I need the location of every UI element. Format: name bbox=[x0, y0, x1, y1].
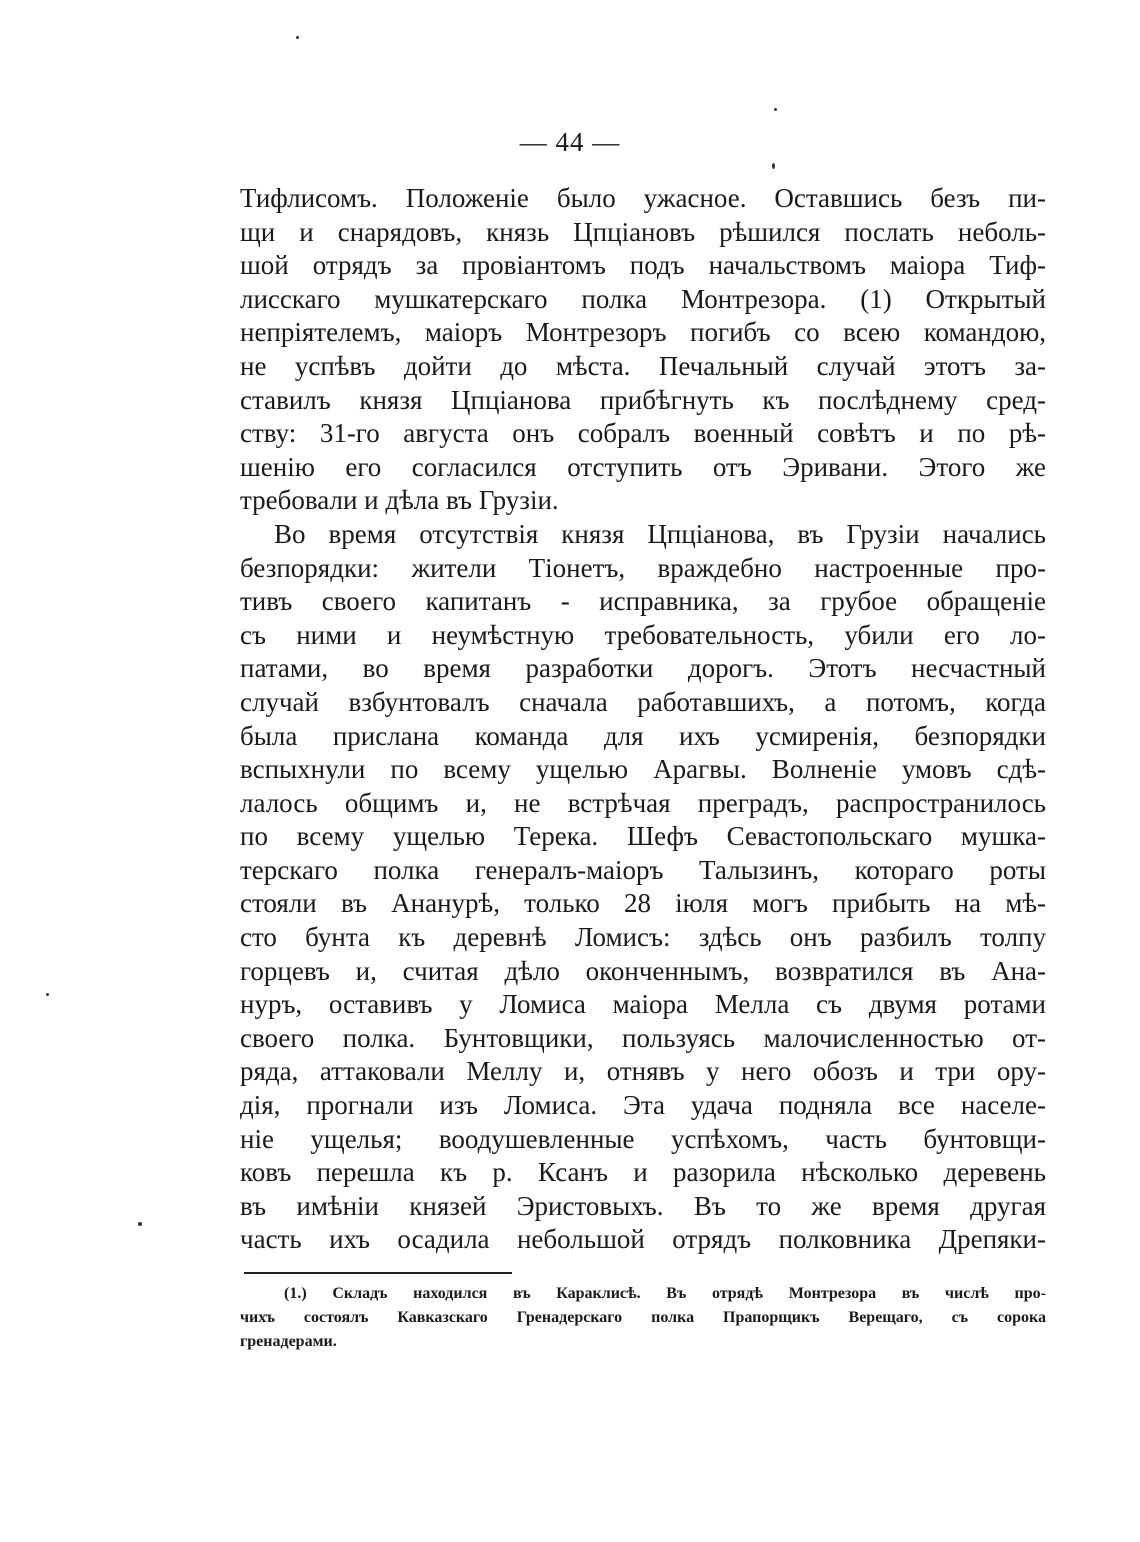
text-line: ству: 31-го августа онъ собралъ военный совѣтъ и по рѣ- bbox=[240, 418, 1046, 449]
text-line: шенію его согласился отступить отъ Эривани. Этого же bbox=[240, 451, 1046, 482]
footnote bbox=[240, 1282, 1046, 1354]
text-line: патами, во время разработки дорогъ. Этотъ несчастный bbox=[240, 653, 1046, 684]
text-line: дія, прогнали изъ Ломиса. Эта удача подняла все населе- bbox=[240, 1090, 1046, 1121]
text-line: вспыхнули по всему ущелью Арагвы. Волненіе умовъ сдѣ- bbox=[240, 754, 1046, 785]
paragraph-1 bbox=[240, 182, 1046, 518]
text-line: по всему ущелью Терека. Шефъ Севастопольскаго мушка- bbox=[240, 821, 1046, 852]
text-line: случай взбунтовалъ сначала работавшихъ, а потомъ, когда bbox=[240, 686, 1046, 717]
footnote-line: гренадерами. bbox=[240, 1333, 337, 1350]
text-line: не успѣвъ дойти до мѣста. Печальный случай этотъ за- bbox=[240, 350, 1046, 381]
text-line: ряда, аттаковали Меллу и, отнявъ у него обозъ и три ору- bbox=[240, 1056, 1046, 1087]
print-speck bbox=[46, 993, 49, 996]
text-line: лисскаго мушкатерскаго полка Монтрезора. (1) Открытый bbox=[240, 283, 1046, 314]
footnote-divider bbox=[244, 1272, 512, 1274]
text-line: съ ними и неумѣстную требовательность, убили его ло- bbox=[240, 619, 1046, 650]
page-number: — 44 — bbox=[519, 127, 621, 157]
text-line: своего полка. Бунтовщики, пользуясь малочисленностью от- bbox=[240, 1022, 1046, 1053]
text-line: стояли въ Ананурѣ, только 28 іюля могъ прибыть на мѣ- bbox=[240, 888, 1046, 919]
text-line: шой отрядъ за провіантомъ подъ начальствомъ маіора Тиф- bbox=[240, 250, 1046, 281]
text-line: тивъ своего капитанъ - исправника, за грубое обращеніе bbox=[240, 586, 1046, 617]
text-line: ніе ущелья; воодушевленные успѣхомъ, часть бунтовщи- bbox=[240, 1123, 1046, 1154]
print-speck bbox=[774, 108, 777, 111]
text-line: требовали и дѣла въ Грузіи. bbox=[240, 485, 559, 516]
text-line: была прислана команда для ихъ усмиренія, безпорядки bbox=[240, 720, 1046, 751]
paragraph-2 bbox=[240, 518, 1046, 1257]
text-line: нуръ, оставивъ у Ломиса маіора Мелла съ двумя ротами bbox=[240, 989, 1046, 1020]
print-speck bbox=[772, 163, 775, 169]
footnote-line: (1.) Складъ находился въ Караклисѣ. Въ отрядѣ Монтрезора въ числѣ про- bbox=[284, 1285, 1046, 1302]
main-text bbox=[240, 182, 1046, 1257]
text-line: лалось общимъ и, не встрѣчая преградъ, распространилось bbox=[240, 787, 1046, 818]
text-line: щи и снарядовъ, князь Цпціановъ рѣшился послать неболь- bbox=[240, 216, 1046, 247]
text-line: ставилъ князя Цпціанова прибѣгнуть къ послѣднему сред- bbox=[240, 384, 1046, 415]
text-line: Во время отсутствія князя Цпціанова, въ Грузіи начались bbox=[274, 518, 1046, 549]
text-line: въ имѣніи князей Эристовыхъ. Въ то же время другая bbox=[240, 1190, 1046, 1221]
print-speck bbox=[138, 1222, 142, 1226]
text-line: часть ихъ осадила небольшой отрядъ полковника Дрепяки- bbox=[240, 1224, 1046, 1255]
text-line: ковъ перешла къ р. Ксанъ и разорила нѣсколько деревень bbox=[240, 1157, 1046, 1188]
text-line: терскаго полка генералъ-маіоръ Талызинъ, котораго роты bbox=[240, 854, 1046, 885]
text-line: горцевъ и, считая дѣло оконченнымъ, возвратился въ Ана- bbox=[240, 955, 1046, 986]
footnote-line: чихъ состоялъ Кавказскаго Гренадерскаго полка Прапорщикъ Верещаго, съ сорока bbox=[240, 1309, 1046, 1326]
text-line: сто бунта къ деревнѣ Ломисъ: здѣсь онъ разбилъ толпу bbox=[240, 922, 1046, 953]
text-line: Тифлисомъ. Положеніе было ужасное. Оставшись безъ пи- bbox=[240, 183, 1046, 213]
text-line: непріятелемъ, маіоръ Монтрезоръ погибъ со всею командою, bbox=[240, 317, 1046, 348]
print-speck bbox=[296, 36, 299, 39]
text-line: безпорядки: жители Тіонетъ, враждебно настроенные про- bbox=[240, 552, 1046, 583]
